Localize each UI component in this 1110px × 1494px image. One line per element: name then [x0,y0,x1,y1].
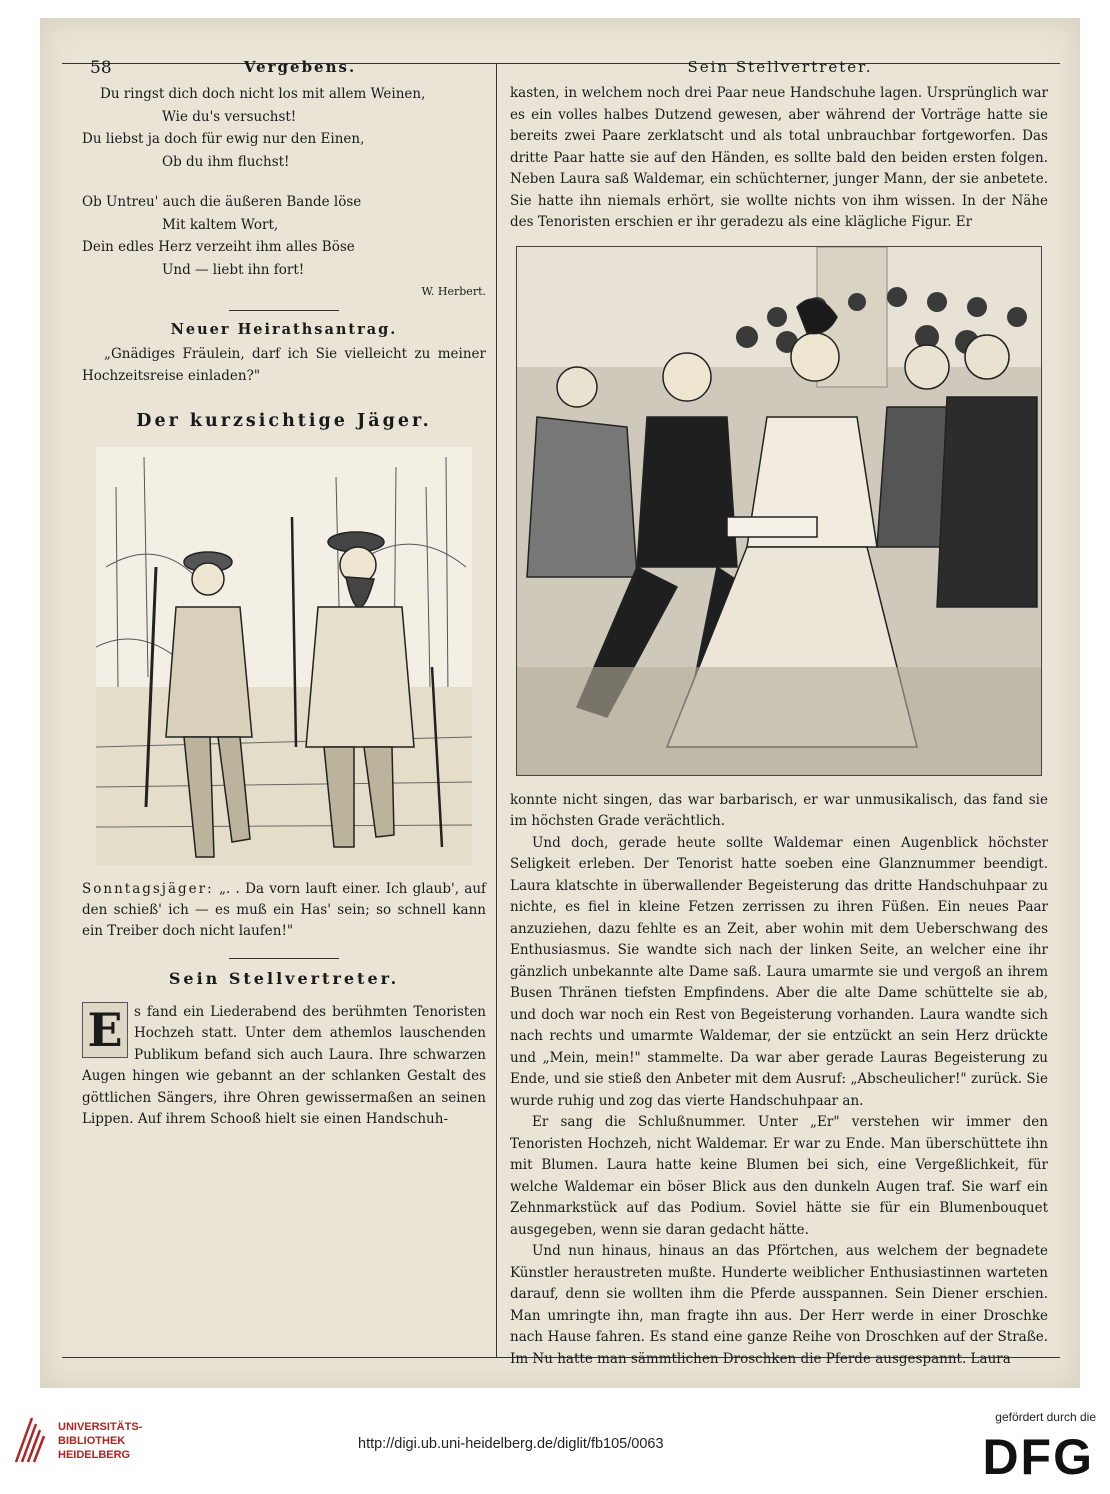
page-number: 58 [90,58,112,78]
library-line: HEIDELBERG [58,1449,131,1461]
caption-lead: Sonntagsjäger: [82,880,214,897]
poem-line: Du ringst dich doch nicht los mit allem Weinen, [100,86,426,102]
library-line: BIBLIOTHEK [58,1435,126,1447]
poem-author: W. Herbert. [421,285,486,298]
dfg-logo[interactable]: DFG [982,1429,1094,1485]
funder-label: gefördert durch die [995,1410,1096,1424]
hunters-drawing [96,447,472,865]
story-right-after: konnte nicht singen, das war barbarisch, er war unmusikalisch, das fand sie im höchsten Grade verächtlich. [510,791,1048,829]
story-title: Sein Stellvertreter. [168,968,400,988]
proposal-title: Neuer Heirathsantrag. [170,321,398,338]
poem-line: Ob Untreu' auch die äußeren Bande löse [82,194,362,210]
footer-bar [0,1394,1110,1494]
header-rule [62,63,1060,64]
story-left-text: s fand ein Liederabend des berühmten Tenoristen Hochzeh statt. Unter dem athemlos lauschenden Publikum befand sich auch Laura. Ihre schwarzen Augen hingen wie gebannt an der schlanken Gestalt des göttlichen Sängers, ihre Ohren gewissermaßen an seinen Lippen. Auf ihrem Schooß hielt sie einen Handschuh- [82,1003,486,1127]
poem-line: Mit kaltem Wort, [162,216,279,233]
divider [229,958,339,959]
concert-drawing [517,247,1041,775]
hunter-title: Der kurzsichtige Jäger. [136,411,432,431]
story-right-top: kasten, in welchem noch drei Paar neue Handschuhe lagen. Ursprünglich war es ein volles halbes Dutzend gewesen, aber während der Vorträge hatte sie bereits zwei Paare zerklatscht und als total unbrauchbar fortgeworfen. Das dritte Paar hatte sie auf den Händen, es sollte bald den beiden ersten folgen. Neben Laura saß Waldemar, ein schüchterner, junger Mann, der sie anbetete. Sie hatte ihn niemals erhört, sie wollte nichts von ihm wissen. In der Nähe des Tenoristen erschien er ihr geradezu als eine klägliche Figur. Er [510,85,1048,230]
library-logo-icon [12,1412,50,1466]
divider [229,310,339,311]
concert-illustration [516,246,1042,776]
poem-line: Dein edles Herz verzeiht ihm alles Böse [82,239,355,255]
right-column [510,83,1048,1370]
right-running-head: Sein Stellvertreter. [687,58,873,76]
left-column [82,83,486,1131]
poem-line: Du liebst ja doch für ewig nur den Einen, [82,131,365,147]
library-line: UNIVERSITÄTS- [58,1421,143,1433]
story-paragraph-3: Er sang die Schlußnummer. Unter „Er" verstehen wir immer den Tenoristen Hochzeh, nicht Waldemar. Er war zu Ende. Man überschüttete ihn mit Blumen. Laura hatte keine Blumen bei sich, eine Vergeßlichkeit, für welche Waldemar ein böser Blick aus den dunkeln Augen traf. Sie warf ein Zehnmarkstück auf das Podium. Soviel hätte sie für ein Blumenbouquet ausgegeben, wenn sie daran gedacht hätte. [510,1114,1048,1238]
hunter-caption [82,879,486,942]
caption-text: „. . Da vorn lauft einer. Ich glaub', auf den schieß' ich — es muß ein Has' sein; so schnell kann ein Treiber doch nicht laufen!" [82,880,487,939]
story-paragraph-2: Und doch, gerade heute sollte Waldemar einen Augenblick höchster Seligkeit erleben. Der Tenorist hatte soeben eine Glanznummer beendigt. Laura klatschte in überwallender Begeisterung das dritte Handschuhpaar zu nichte, es fiel in kleine Fetzen zerrissen zu ihren Füßen. Ein neues Paar anzuziehen, dazu fehlte es an Zeit, aber wohin mit dem Ueberschwang des Enthusiasmus. Sie wandte sich nach der linken Seite, an welcher eine ihr gänzlich unbekannte alte Dame saß. Laura umarmte sie und vergoß an ihrem Busen Thränen tiefsten Empfindens. Aber die alte Dame schüttelte sie ab, und doch war noch ein Rest von Begeisterung vorhanden. Laura wandte sich nach rechts und umarmte Waldemar, der sie entzückt an sein Herz drückte und „Mein, mein!" stammelte. Da war aber gerade Lauras Begeisterung zu Ende, und sie stieß den Anbeter mit dem Ausruf: „Abscheulicher!" zurück. Sie wurde ruhig und zog das vierte Handschuhpaar an. [510,834,1048,1109]
column-divider [496,63,497,1358]
story-opening [82,1002,486,1131]
story-paragraph-4: Und nun hinaus, hinaus an das Pförtchen, aus welchem der begnadete Künstler heraustreten mußte. Hunderte weiblicher Enthusiastinnen warteten darauf, denn sie wollten ihm die Pferde ausspannen. Sein Diener erschien. Man umringte ihn, man fragte ihn aus. Der Herr werde in einer Droschke nach Hause fahren. Es stand eine ganze Reihe von Droschken auf der Straße. Im Nu hatte man sämmtlichen Droschken die Pferde ausgespannt. Laura [510,1243,1048,1367]
permalink-url[interactable]: http://digi.ub.uni-heidelberg.de/diglit/fb105/0063 [358,1436,664,1452]
poem-line: Und — liebt ihn fort! [162,261,305,278]
library-name[interactable] [58,1420,142,1462]
left-running-head: Vergebens. [243,58,357,76]
hunters-illustration [96,447,472,865]
initial-e: E [82,1002,128,1058]
poem-line: Ob du ihm fluchst! [162,153,290,170]
poem [82,83,486,281]
proposal-text: „Gnädiges Fräulein, darf ich Sie vielleicht zu meiner Hochzeitsreise einladen?" [82,346,486,384]
poem-line: Wie du's versuchst! [162,108,297,125]
